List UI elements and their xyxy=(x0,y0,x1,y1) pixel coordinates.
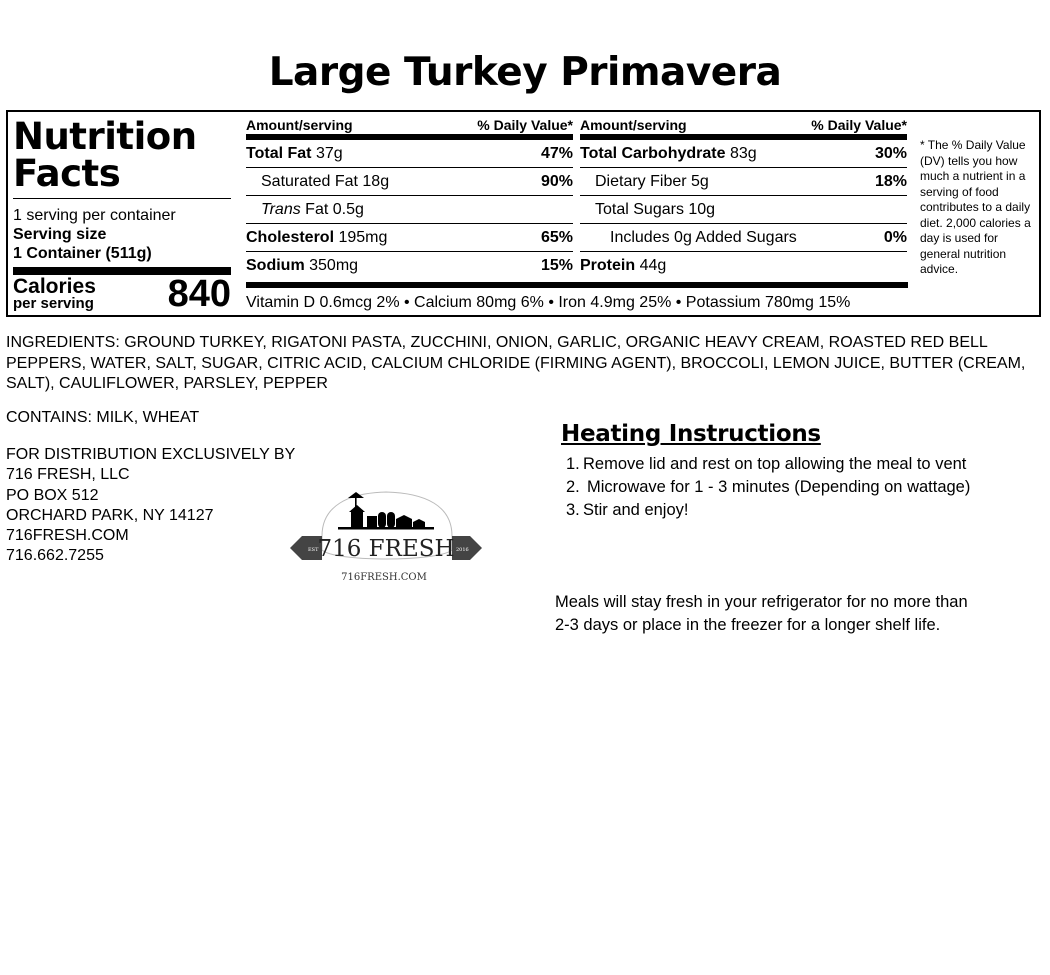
distributor-city: ORCHARD PARK, NY 14127 xyxy=(6,506,214,524)
daily-value-footnote: * The % Daily Value (DV) tells you how much a nutrient in a serving of food contributes to a daily diet. 2,000 calories a day is used for general nutrition advice. xyxy=(920,138,1031,276)
ingredients-list: INGREDIENTS: GROUND TURKEY, RIGATONI PASTA, ZUCCHINI, ONION, GARLIC, ORGANIC HEAVY CREAM, ROASTED RED BELL PEPPERS, WATER, SALT, SUGAR, CITRIC ACID, CALCIUM CHLORIDE (FIRMING AGENT), BROCCOLI, LEMON JUICE, BUTTER (CREAM, SALT), CAULIFLOWER, PARSLEY, PEPPER xyxy=(6,334,1026,392)
nutrient-name: Total Carbohydrate xyxy=(580,145,726,162)
nutrient-amount: 195mg xyxy=(338,229,388,246)
allergen-statement: CONTAINS: MILK, WHEAT xyxy=(6,409,200,426)
nutrient-name: Total Sugars 10g xyxy=(595,201,716,218)
logo-year-label: 2016 xyxy=(456,547,469,553)
step-text: Stir and enjoy! xyxy=(583,501,689,520)
nutrient-name: Fat 0.5g xyxy=(305,201,364,218)
heating-step xyxy=(566,476,976,499)
logo-url: 716FRESH.COM xyxy=(341,572,427,583)
nutrient-row-cholesterol xyxy=(246,224,573,252)
nutrient-amount: 350mg xyxy=(309,257,359,274)
nutrient-dv: 15% xyxy=(540,257,573,274)
logo-name: 716 FRESH xyxy=(317,536,455,562)
716-fresh-logo xyxy=(288,488,484,588)
divider-thick xyxy=(246,282,908,288)
serving-size-value: 1 Container (511g) xyxy=(13,245,152,262)
serving-size-label: Serving size xyxy=(13,226,107,243)
nutrient-name: Sodium xyxy=(246,257,305,274)
nutrient-name: Cholesterol xyxy=(246,229,335,246)
distributor-info xyxy=(6,445,295,567)
nutrient-dv: 18% xyxy=(874,173,907,190)
heating-step xyxy=(566,499,976,522)
vitamins-minerals-line: Vitamin D 0.6mcg 2% • Calcium 80mg 6% • Iron 4.9mg 25% • Potassium 780mg 15% xyxy=(246,294,851,311)
logo-est-label: EST xyxy=(308,547,319,553)
product-title: Large Turkey Primavera xyxy=(268,50,782,95)
amount-header: Amount/serving xyxy=(246,117,353,133)
nutrient-amount: 37g xyxy=(315,145,343,162)
nutrient-row-protein xyxy=(580,252,907,279)
nutrient-dv: 65% xyxy=(540,229,573,246)
nutrient-name: Protein xyxy=(580,257,636,274)
distributor-website: 716FRESH.COM xyxy=(6,527,129,545)
nutrient-amount: 83g xyxy=(729,145,757,162)
calories-value: 840 xyxy=(167,273,231,315)
calories-sublabel: per serving xyxy=(13,295,94,312)
nutrient-amount: 44g xyxy=(639,257,667,274)
heading-line-2: Facts xyxy=(13,152,121,195)
nutrient-dv: 30% xyxy=(874,145,907,162)
nutrient-row-saturated-fat xyxy=(246,168,573,196)
step-number: 3. xyxy=(566,501,580,520)
calories-row xyxy=(13,275,231,315)
nutrient-row-trans-fat xyxy=(246,196,573,224)
nutrient-name-italic: Trans xyxy=(261,201,301,218)
nutrient-column-right xyxy=(580,116,907,279)
distributor-address: PO BOX 512 xyxy=(6,486,99,504)
distributor-line: FOR DISTRIBUTION EXCLUSIVELY BY xyxy=(6,446,296,463)
column-header xyxy=(246,116,573,140)
nutrient-row-added-sugars xyxy=(580,224,907,252)
nutrient-dv: 47% xyxy=(540,145,573,162)
heading-line-1: Nutrition xyxy=(13,115,197,158)
step-text: Remove lid and rest on top allowing the meal to vent xyxy=(583,455,967,473)
nutrient-row-total-carbohydrate xyxy=(580,140,907,168)
dv-header: % Daily Value* xyxy=(477,117,573,133)
storage-note: Meals will stay fresh in your refrigerator for no more than 2-3 days or place in the freezer for a longer shelf life. xyxy=(555,593,968,635)
step-number: 2. xyxy=(566,478,580,497)
heating-instructions-title: Heating Instructions xyxy=(561,421,821,447)
amount-header: Amount/serving xyxy=(580,117,687,133)
distributor-phone: 716.662.7255 xyxy=(6,547,104,565)
nutrient-row-total-sugars xyxy=(580,196,907,224)
nutrient-name: Saturated Fat 18g xyxy=(261,173,390,190)
step-number: 1. xyxy=(566,455,580,473)
nutrition-facts-header xyxy=(13,112,231,315)
step-text: Microwave for 1 - 3 minutes (Depending on wattage) xyxy=(587,478,971,497)
column-header xyxy=(580,116,907,140)
nutrient-name: Dietary Fiber 5g xyxy=(595,173,709,190)
nutrient-dv: 0% xyxy=(883,229,907,246)
nutrient-column-left xyxy=(246,116,573,279)
servings-per-container: 1 serving per container xyxy=(13,207,176,224)
heating-steps-list xyxy=(566,453,976,523)
nutrition-facts-panel xyxy=(6,110,1041,317)
nutrient-dv: 90% xyxy=(540,173,573,190)
nutrient-row-dietary-fiber xyxy=(580,168,907,196)
calories-label: Calories xyxy=(13,275,96,298)
nutrient-row-total-fat xyxy=(246,140,573,168)
divider xyxy=(13,198,231,199)
heating-step xyxy=(566,453,976,476)
dv-header: % Daily Value* xyxy=(811,117,907,133)
nutrient-row-sodium xyxy=(246,252,573,279)
nutrient-name: Total Fat xyxy=(246,145,312,162)
nutrient-name: Includes 0g Added Sugars xyxy=(610,229,797,246)
distributor-company: 716 FRESH, LLC xyxy=(6,466,130,484)
nutrition-facts-heading xyxy=(13,115,231,195)
